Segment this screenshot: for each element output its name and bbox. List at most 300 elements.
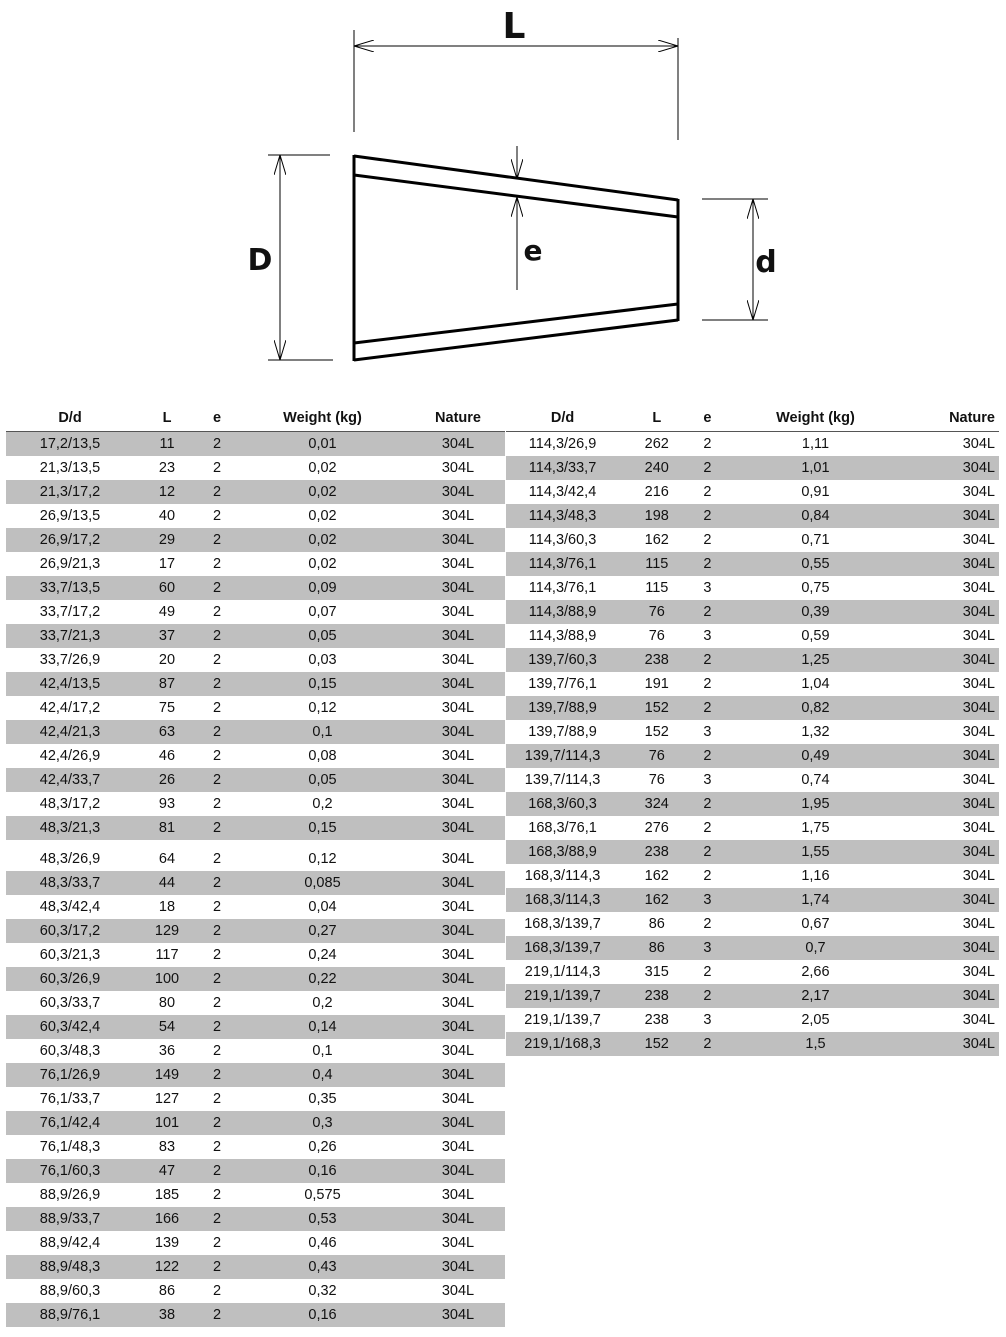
cell-e: 2: [212, 947, 222, 963]
cell-dd: 168,3/114,3: [524, 892, 601, 908]
cell-e: 2: [703, 652, 712, 668]
table-row: [506, 984, 999, 1008]
cell-l: 12: [158, 484, 176, 500]
cell-dd: 48,3/17,2: [39, 796, 101, 812]
cell-e: 2: [212, 923, 222, 939]
table-row: [506, 888, 999, 912]
cell-weight: 0,02: [308, 532, 337, 548]
table-row: [506, 600, 999, 624]
cell-nature: 304L: [441, 772, 475, 788]
outer-diameter-dimension: [248, 155, 333, 360]
cell-l: 129: [154, 923, 180, 939]
cell-dd: 114,3/60,3: [528, 532, 597, 548]
cell-l: 17: [158, 556, 176, 572]
table-row: [6, 1255, 505, 1279]
cell-weight: 1,25: [801, 652, 830, 668]
table-row: [506, 480, 999, 504]
cell-nature: 304L: [441, 1139, 475, 1155]
cell-l: 139: [154, 1235, 180, 1251]
cell-weight: 0,26: [308, 1139, 337, 1155]
cell-nature: 304L: [441, 995, 475, 1011]
cell-dd: 114,3/48,3: [528, 508, 597, 524]
cell-e: 2: [212, 628, 222, 644]
cell-l: 117: [155, 947, 179, 963]
cell-weight: 0,27: [308, 923, 337, 939]
table-row: [506, 624, 999, 648]
cell-l: 18: [158, 899, 176, 915]
cell-e: 2: [703, 796, 712, 812]
table-row: [506, 672, 999, 696]
cell-weight: 1,01: [801, 460, 830, 476]
cell-dd: 76,1/26,9: [39, 1067, 101, 1083]
cell-l: 162: [644, 532, 669, 548]
cell-dd: 33,7/26,9: [39, 652, 101, 668]
cell-dd: 139,7/76,1: [528, 676, 597, 692]
table-header: [506, 404, 999, 432]
cell-dd: 60,3/33,7: [39, 995, 101, 1011]
cell-nature: 304L: [962, 484, 995, 500]
cell-nature: 304L: [441, 1043, 475, 1059]
cell-e: 2: [212, 1067, 222, 1083]
cell-weight: 0,35: [308, 1091, 337, 1107]
cell-e: 2: [212, 1211, 222, 1227]
table-row: [6, 1087, 505, 1111]
table-row: [506, 432, 999, 456]
cell-e: 2: [703, 1036, 712, 1052]
cell-weight: 1,75: [801, 820, 830, 836]
cell-nature: 304L: [441, 724, 475, 740]
cell-l: 149: [154, 1067, 180, 1083]
cell-l: 54: [158, 1019, 176, 1035]
table-row: [506, 864, 999, 888]
cell-dd: 48,3/42,4: [39, 899, 101, 915]
cell-e: 2: [212, 580, 222, 596]
cell-dd: 88,9/42,4: [39, 1235, 101, 1251]
cell-dd: 76,1/33,7: [39, 1091, 101, 1107]
cell-dd: 219,1/139,7: [524, 1012, 601, 1028]
cell-weight: 0,02: [308, 556, 337, 572]
cell-e: 2: [212, 724, 222, 740]
cell-nature: 304L: [441, 436, 475, 452]
cell-l: 238: [644, 988, 669, 1004]
cell-weight: 0,08: [308, 748, 337, 764]
cell-e: 2: [212, 436, 222, 452]
cell-nature: 304L: [441, 796, 475, 812]
cell-nature: 304L: [441, 1091, 475, 1107]
cell-dd: 219,1/114,3: [524, 964, 601, 980]
cell-dd: 139,7/60,3: [528, 652, 597, 668]
cell-nature: 304L: [441, 508, 475, 524]
cell-weight: 0,2: [312, 796, 333, 812]
cell-e: 2: [212, 1307, 222, 1323]
cell-dd: 26,9/21,3: [39, 556, 101, 572]
cell-e: 3: [703, 772, 712, 788]
table-row: [506, 576, 999, 600]
cell-dd: 114,3/88,9: [528, 604, 597, 620]
cell-nature: 304L: [962, 1012, 995, 1028]
table-row: [6, 744, 505, 768]
table-row: [506, 1032, 999, 1056]
cell-dd: 42,4/21,3: [39, 724, 101, 740]
table-row: [6, 528, 505, 552]
cell-dd: 168,3/114,3: [524, 868, 601, 884]
cell-e: 2: [703, 988, 712, 1004]
cell-l: 75: [158, 700, 176, 716]
table-row: [6, 672, 505, 696]
table-row: [6, 840, 505, 871]
cell-dd: 114,3/88,9: [528, 628, 597, 644]
cell-e: 2: [212, 460, 222, 476]
cell-e: 2: [212, 748, 222, 764]
table-row: [506, 552, 999, 576]
cell-e: 2: [212, 851, 222, 867]
cell-l: 93: [158, 796, 176, 812]
cell-dd: 17,2/13,5: [39, 436, 101, 452]
cell-nature: 304L: [962, 772, 995, 788]
cell-weight: 0,09: [308, 580, 337, 596]
table-row: [506, 696, 999, 720]
cell-weight: 0,05: [308, 772, 337, 788]
cell-dd: 21,3/13,5: [39, 460, 101, 476]
cell-e: 2: [212, 1283, 222, 1299]
cell-l: 185: [154, 1187, 180, 1203]
cell-nature: 304L: [441, 532, 475, 548]
cell-l: 216: [644, 484, 669, 500]
cell-weight: 0,4: [312, 1067, 333, 1083]
cell-l: 46: [158, 748, 176, 764]
cell-nature: 304L: [441, 1115, 475, 1131]
table-row: [6, 624, 505, 648]
cell-nature: 304L: [441, 947, 475, 963]
cell-e: 2: [703, 676, 712, 692]
cell-l: 238: [644, 844, 669, 860]
cell-e: 2: [212, 508, 222, 524]
table-row: [6, 1135, 505, 1159]
cell-weight: 0,02: [308, 508, 337, 524]
cell-weight: 1,04: [801, 676, 830, 692]
cell-dd: 42,4/17,2: [39, 700, 101, 716]
cell-weight: 0,71: [801, 532, 830, 548]
cell-nature: 304L: [962, 580, 995, 596]
cell-weight: 2,05: [801, 1012, 830, 1028]
cell-l: 122: [154, 1259, 180, 1275]
cell-dd: 139,7/88,9: [528, 700, 597, 716]
cell-nature: 304L: [962, 676, 995, 692]
table-row: [6, 1063, 505, 1087]
cell-l: 87: [158, 676, 176, 692]
cell-nature: 304L: [962, 700, 995, 716]
inner-diameter-label: d: [755, 245, 777, 280]
table-row: [6, 792, 505, 816]
cell-l: 76: [648, 628, 665, 644]
table-row: [506, 744, 999, 768]
cell-e: 2: [703, 964, 712, 980]
cell-nature: 304L: [962, 892, 995, 908]
cell-dd: 48,3/26,9: [39, 851, 101, 867]
cell-weight: 0,12: [308, 851, 337, 867]
header-e: e: [703, 409, 712, 426]
cell-dd: 114,3/76,1: [528, 556, 597, 572]
cell-nature: 304L: [962, 508, 995, 524]
cell-weight: 0,085: [304, 875, 341, 891]
cell-e: 3: [703, 1012, 712, 1028]
table-row: [6, 720, 505, 744]
cell-dd: 42,4/33,7: [39, 772, 101, 788]
reducer-table-right: [506, 404, 999, 1056]
cell-weight: 0,74: [801, 772, 830, 788]
table-row: [6, 1231, 505, 1255]
table-row: [506, 504, 999, 528]
table-row: [6, 1279, 505, 1303]
cell-weight: 0,02: [308, 460, 337, 476]
cell-nature: 304L: [441, 556, 475, 572]
cell-dd: 168,3/60,3: [528, 796, 597, 812]
cell-nature: 304L: [962, 556, 995, 572]
cell-dd: 114,3/42,4: [528, 484, 597, 500]
cell-dd: 168,3/139,7: [524, 916, 601, 932]
cell-l: 166: [154, 1211, 180, 1227]
cell-nature: 304L: [441, 820, 475, 836]
cell-e: 2: [212, 604, 222, 620]
table-row: [6, 696, 505, 720]
table-row: [6, 1111, 505, 1135]
cell-nature: 304L: [962, 532, 995, 548]
header-e: e: [212, 409, 222, 426]
cell-nature: 304L: [962, 820, 995, 836]
header-l: L: [652, 409, 662, 426]
table-row: [506, 960, 999, 984]
cell-e: 3: [703, 724, 712, 740]
header-dd: D/d: [58, 409, 82, 426]
cell-e: 2: [212, 1019, 222, 1035]
cell-e: 2: [212, 556, 222, 572]
cell-nature: 304L: [441, 1283, 475, 1299]
cell-l: 127: [154, 1091, 180, 1107]
cell-nature: 304L: [962, 964, 995, 980]
cell-weight: 0,24: [308, 947, 337, 963]
cell-dd: 76,1/48,3: [39, 1139, 101, 1155]
table-row: [6, 991, 505, 1015]
cell-dd: 76,1/42,4: [39, 1115, 101, 1131]
cell-e: 2: [212, 1115, 222, 1131]
cell-nature: 304L: [441, 923, 475, 939]
cell-e: 2: [212, 1091, 222, 1107]
cell-nature: 304L: [441, 1259, 475, 1275]
cell-nature: 304L: [962, 796, 995, 812]
cell-weight: 0,7: [805, 940, 826, 956]
cell-e: 2: [212, 484, 222, 500]
cell-dd: 139,7/88,9: [528, 724, 597, 740]
cell-e: 2: [703, 748, 712, 764]
cell-e: 2: [212, 995, 222, 1011]
cell-l: 162: [644, 868, 669, 884]
cell-e: 2: [703, 436, 712, 452]
cell-e: 2: [703, 820, 712, 836]
cell-l: 315: [644, 964, 669, 980]
cell-l: 38: [158, 1307, 176, 1323]
table-row: [6, 1183, 505, 1207]
cell-l: 238: [644, 652, 669, 668]
cell-nature: 304L: [441, 580, 475, 596]
cell-e: 3: [703, 580, 712, 596]
cell-e: 2: [703, 844, 712, 860]
table-row: [506, 648, 999, 672]
cell-weight: 0,05: [308, 628, 337, 644]
cell-nature: 304L: [441, 1067, 475, 1083]
table-row: [6, 1015, 505, 1039]
cell-weight: 0,67: [801, 916, 830, 932]
cell-dd: 60,3/26,9: [39, 971, 101, 987]
table-header: [6, 404, 505, 432]
cell-l: 324: [644, 796, 669, 812]
table-row: [6, 1207, 505, 1231]
cell-e: 2: [212, 1235, 222, 1251]
cell-weight: 0,84: [801, 508, 830, 524]
cell-l: 262: [644, 436, 669, 452]
cell-weight: 0,82: [801, 700, 830, 716]
cell-dd: 168,3/76,1: [528, 820, 597, 836]
table-row: [506, 528, 999, 552]
cell-dd: 60,3/48,3: [39, 1043, 101, 1059]
cell-e: 2: [703, 868, 712, 884]
header-weight: Weight (kg): [283, 409, 362, 426]
cell-dd: 48,3/33,7: [39, 875, 101, 891]
cell-dd: 168,3/88,9: [528, 844, 597, 860]
cell-l: 37: [158, 628, 176, 644]
cell-l: 276: [644, 820, 669, 836]
cell-e: 3: [703, 940, 712, 956]
cell-weight: 0,39: [801, 604, 830, 620]
cell-weight: 0,1: [312, 724, 333, 740]
header-weight: Weight (kg): [776, 409, 855, 426]
cell-e: 2: [212, 700, 222, 716]
table-row: [6, 456, 505, 480]
cell-l: 115: [645, 580, 669, 596]
cell-l: 44: [158, 875, 176, 891]
table-row: [506, 840, 999, 864]
cell-nature: 304L: [962, 748, 995, 764]
cell-nature: 304L: [441, 460, 475, 476]
cell-weight: 0,43: [308, 1259, 337, 1275]
cell-dd: 88,9/33,7: [39, 1211, 101, 1227]
cell-l: 238: [644, 1012, 669, 1028]
cell-e: 2: [212, 971, 222, 987]
cell-weight: 0,575: [304, 1187, 341, 1203]
cell-l: 81: [158, 820, 176, 836]
cell-weight: 0,02: [308, 484, 337, 500]
table-row: [506, 768, 999, 792]
cell-nature: 304L: [441, 676, 475, 692]
cell-weight: 0,16: [308, 1307, 337, 1323]
header-dd: D/d: [550, 409, 575, 426]
cell-e: 2: [212, 820, 222, 836]
cell-l: 198: [644, 508, 669, 524]
cell-e: 2: [212, 899, 222, 915]
cell-weight: 0,14: [308, 1019, 337, 1035]
cell-e: 2: [703, 484, 712, 500]
cell-l: 36: [158, 1043, 176, 1059]
cell-weight: 0,15: [308, 820, 337, 836]
reducer-body: [354, 155, 678, 361]
cell-dd: 139,7/114,3: [524, 772, 601, 788]
cell-l: 152: [644, 724, 669, 740]
cell-e: 2: [212, 1259, 222, 1275]
cell-l: 26: [158, 772, 176, 788]
reducer-table-left: [6, 404, 505, 1327]
cell-dd: 33,7/21,3: [39, 628, 101, 644]
cell-l: 49: [158, 604, 176, 620]
thickness-label: e: [523, 234, 543, 267]
cell-dd: 60,3/17,2: [39, 923, 101, 939]
cell-weight: 0,55: [801, 556, 830, 572]
cell-l: 47: [158, 1163, 176, 1179]
cell-dd: 33,7/13,5: [39, 580, 101, 596]
header-nature: Nature: [435, 409, 481, 426]
cell-l: 11: [159, 436, 175, 452]
cell-nature: 304L: [441, 1019, 475, 1035]
cell-l: 64: [158, 851, 176, 867]
cell-dd: 26,9/17,2: [39, 532, 101, 548]
table-row: [6, 1303, 505, 1327]
cell-l: 101: [154, 1115, 180, 1131]
cell-nature: 304L: [441, 652, 475, 668]
cell-weight: 1,55: [801, 844, 830, 860]
cell-dd: 219,1/168,3: [524, 1036, 601, 1052]
cell-nature: 304L: [441, 1307, 475, 1323]
cell-l: 83: [158, 1139, 176, 1155]
table-row: [6, 919, 505, 943]
thickness-dimension: [517, 146, 543, 290]
cell-nature: 304L: [962, 628, 995, 644]
cell-nature: 304L: [962, 916, 995, 932]
reducer-diagram: [0, 0, 1006, 380]
cell-dd: 88,9/26,9: [39, 1187, 101, 1203]
cell-e: 2: [212, 772, 222, 788]
cell-l: 76: [648, 748, 665, 764]
cell-l: 86: [648, 916, 665, 932]
cell-l: 86: [648, 940, 665, 956]
cell-dd: 48,3/21,3: [39, 820, 101, 836]
cell-nature: 304L: [441, 748, 475, 764]
cell-e: 2: [703, 556, 712, 572]
table-row: [6, 600, 505, 624]
table-row: [6, 895, 505, 919]
cell-weight: 1,32: [801, 724, 830, 740]
table-row: [6, 967, 505, 991]
cell-nature: 304L: [962, 868, 995, 884]
cell-weight: 0,01: [308, 436, 337, 452]
cell-dd: 60,3/42,4: [39, 1019, 101, 1035]
cell-l: 76: [648, 772, 665, 788]
header-nature: Nature: [949, 409, 995, 426]
cell-weight: 2,66: [801, 964, 830, 980]
table-row: [506, 1008, 999, 1032]
cell-l: 60: [158, 580, 176, 596]
cell-dd: 114,3/76,1: [528, 580, 597, 596]
table-row: [506, 936, 999, 960]
cell-weight: 0,16: [308, 1163, 337, 1179]
length-label: L: [502, 6, 526, 47]
cell-nature: 304L: [441, 1211, 475, 1227]
cell-e: 2: [212, 652, 222, 668]
cell-weight: 0,3: [312, 1115, 333, 1131]
cell-weight: 0,07: [308, 604, 337, 620]
cell-weight: 1,74: [801, 892, 830, 908]
cell-nature: 304L: [962, 460, 995, 476]
cell-e: 2: [212, 1139, 222, 1155]
table-row: [506, 792, 999, 816]
table-row: [6, 552, 505, 576]
